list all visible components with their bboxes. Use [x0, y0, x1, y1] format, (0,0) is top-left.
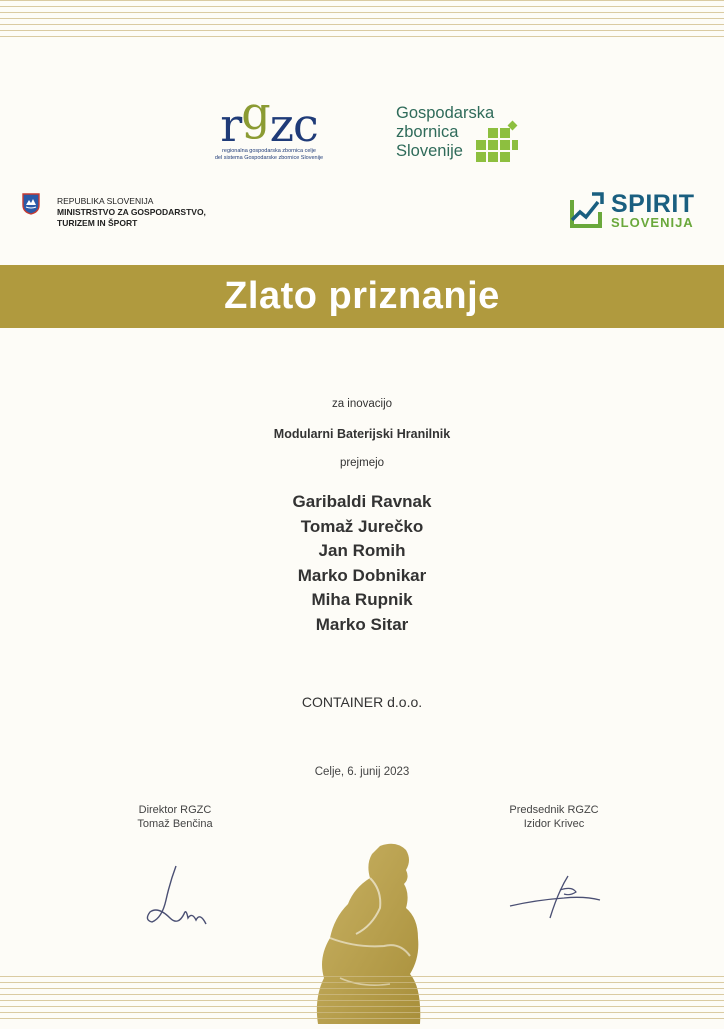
signatory-right: [474, 803, 634, 831]
recipient-name: Garibaldi Ravnak: [292, 492, 432, 511]
ministry-line-3: TURIZEM IN ŠPORT: [57, 218, 138, 228]
signatory-right-name: Izidor Krivec: [523, 818, 585, 830]
rgzc-logo: [214, 86, 324, 162]
rgzc-subtitle-2: del sistema Gospodarske zbornice Slovenije: [214, 155, 324, 162]
recipient-name: Marko Dobnikar: [297, 565, 427, 585]
rgzc-letter-z: z: [269, 98, 293, 152]
spirit-name: SPIRIT: [611, 190, 695, 218]
signature-right: [506, 872, 606, 929]
spirit-chart-icon: [568, 190, 604, 235]
rgzc-letter-g: g: [241, 86, 270, 140]
recipient-name: Jan Romih: [318, 541, 406, 560]
gzs-line-3: Slovenije: [396, 142, 463, 160]
place-date: Celje, 6. junij 2023: [314, 766, 410, 778]
rgzc-letter-c: c: [292, 98, 318, 152]
gzs-line-2: zbornica: [396, 123, 459, 141]
recipients-list: [0, 490, 724, 637]
top-border-lines: [0, 0, 724, 42]
recipient-name: Miha Rupnik: [311, 590, 413, 609]
ministry-line-1: REPUBLIKA SLOVENIJA: [57, 196, 154, 206]
gzs-logo: [396, 104, 526, 168]
signatory-left-role: Direktor RGZC: [138, 804, 212, 816]
title-banner: [0, 265, 724, 328]
spirit-subtitle: SLOVENIJA: [611, 215, 694, 230]
ministry-line-2: MINISTRSTVO ZA GOSPODARSTVO,: [57, 207, 206, 217]
rgzc-letter-r: r: [220, 98, 242, 152]
innovation-name: Modularni Baterijski Hranilnik: [273, 427, 451, 441]
signatory-right-role: Predsednik RGZC: [509, 804, 599, 816]
rgzc-subtitle: regionalna gospodarska zbornica celje: [222, 148, 316, 154]
for-innovation-label: za inovacijo: [331, 398, 393, 410]
gzs-line-1: Gospodarska: [396, 104, 495, 122]
signature-left: [140, 862, 220, 939]
recipient-name: Marko Sitar: [315, 614, 409, 634]
signatory-left-name: Tomaž Benčina: [137, 818, 213, 830]
coat-of-arms-icon: [22, 193, 40, 220]
ministry-logo: [57, 196, 206, 229]
company-name: CONTAINER d.o.o.: [301, 694, 423, 710]
received-label: prejmejo: [339, 457, 385, 469]
recipient-name: Tomaž Jurečko: [300, 516, 424, 536]
bottom-border-lines: [0, 976, 724, 1024]
spirit-logo: [611, 190, 695, 230]
certificate-title: Zlato priznanje: [224, 275, 500, 317]
signatory-left: [95, 803, 255, 831]
